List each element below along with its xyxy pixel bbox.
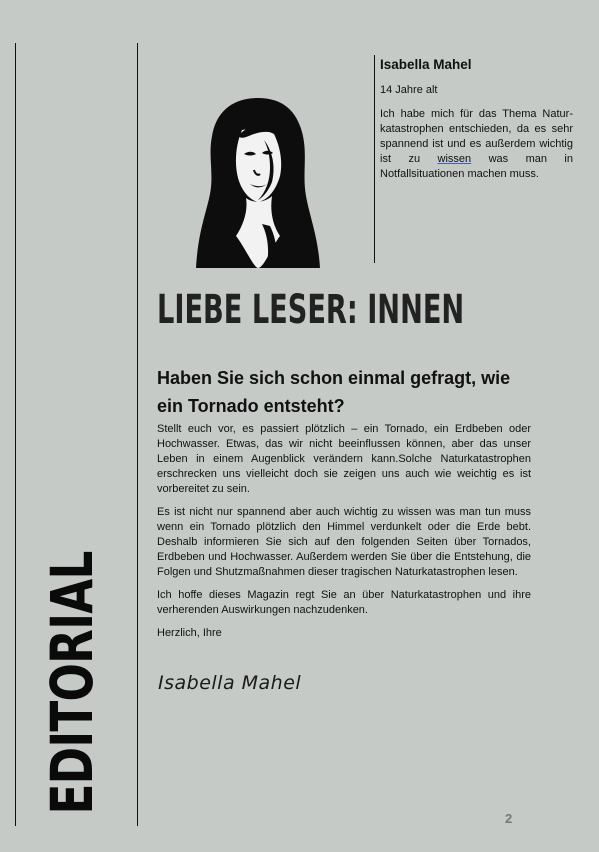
bio-text-part: Ich habe mich für das Thema Natur-katastrophen entschieden, da es sehr spannend ist und es außerdem wichtig ist zu: [380, 108, 573, 165]
page-number: 2: [505, 811, 513, 826]
left-rule: [15, 43, 16, 826]
article-question: Haben Sie sich schon einmal gefragt, wie ein Tornado entsteht?: [157, 368, 511, 416]
sidebar-title: EDITORIAL: [38, 551, 106, 815]
author-age: 14 Jahre alt: [380, 84, 438, 96]
article-body: [157, 422, 531, 649]
woman-silhouette-portrait-icon: [192, 96, 324, 270]
closing-greeting: Herzlich, Ihre: [157, 627, 222, 639]
body-paragraph: Ich hoffe dieses Magazin regt Sie an über Naturkatastrophen und ihre verherenden Auswirkungen nachzudenken.: [157, 589, 531, 616]
body-paragraph: Es ist nicht nur spannend aber auch wichtig zu wissen was man tun muss wenn ein Tornado plötzlich den Himmel verdunkelt oder die Erde bebt. Deshalb informieren Sie sich auf den folgenden Seiten über Tornados, Erdbeben und Hochwasser. Außerdem werden Sie über die Entstehung, die Folgen und Shutzmaßnahmen dieser tragischen Naturkatastrophen lesen.: [157, 506, 531, 578]
author-name: Isabella Mahel: [380, 57, 472, 72]
sidebar-rule: [137, 43, 138, 826]
page-title: LIEBE LESER: INNEN: [157, 287, 465, 333]
bio-text-part: was man in Notfallsituationen machen muss.: [380, 153, 573, 180]
body-paragraph: Stellt euch vor, es passiert plötzlich – ein Tornado, ein Erdbeben oder Hochwasser. Etwas, das wir nicht beeinflussen können, aber das unser Leben in einem Augenblick verändern kann.Solche Naturkatastrophen erschrecken uns vielleicht doch sie zeigen uns auch wie weichtig es ist vorbereitet zu sein.: [157, 423, 531, 495]
bio-rule: [374, 55, 375, 263]
author-bio: [380, 57, 573, 182]
author-bio-text: [380, 107, 573, 182]
author-signature: Isabella Mahel: [158, 672, 302, 694]
bio-underlined-word: wissen: [437, 153, 472, 165]
